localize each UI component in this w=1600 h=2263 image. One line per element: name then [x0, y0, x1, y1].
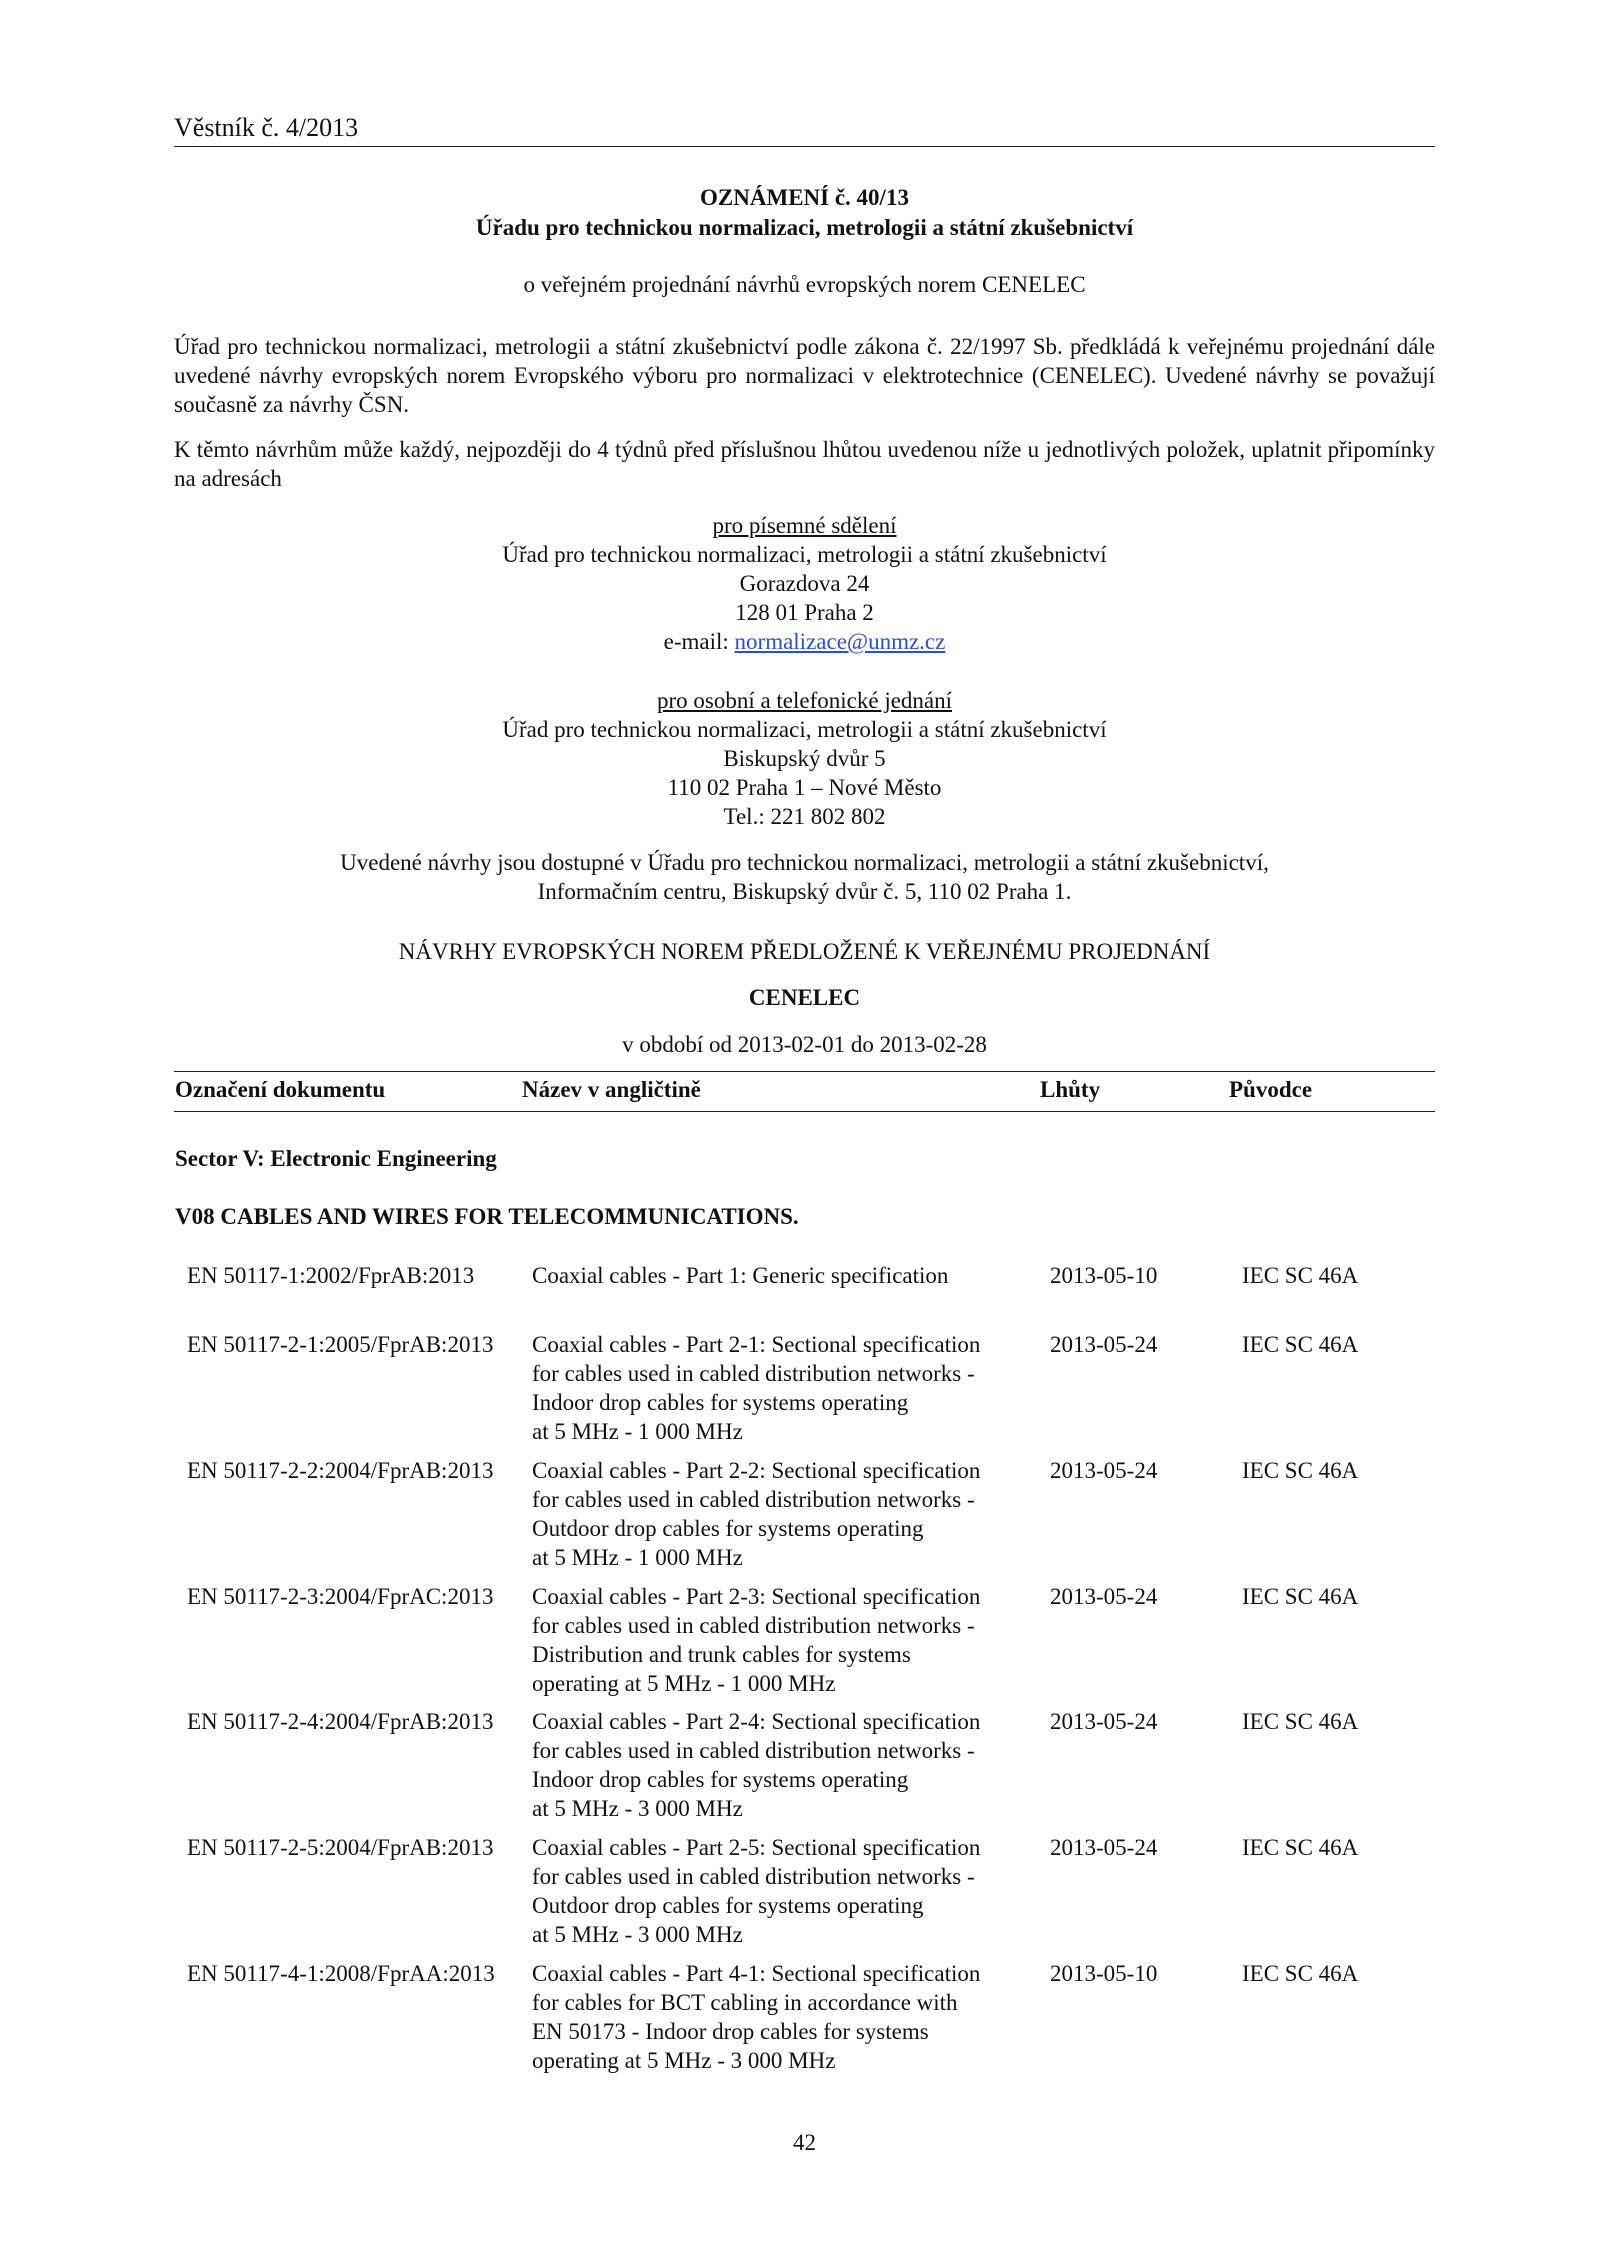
- email-line: [174, 627, 1435, 656]
- document-title: [532, 1456, 1022, 1572]
- document-code: EN 50117-4-1:2008/FprAA:2013: [187, 1961, 495, 1986]
- document-code: EN 50117-2-1:2005/FprAB:2013: [187, 1332, 494, 1357]
- personal-address-block: [174, 686, 1435, 831]
- document-title-line: operating at 5 MHz - 3 000 MHz: [532, 2048, 836, 2073]
- column-header-origin: Původce: [1229, 1077, 1313, 1102]
- document-title: [532, 1330, 1022, 1446]
- origin-committee: IEC SC 46A: [1242, 1961, 1359, 1986]
- document-title-line: operating at 5 MHz - 1 000 MHz: [532, 1671, 836, 1696]
- document-title-line: for cables used in cabled distribution networks -: [532, 1613, 975, 1638]
- availability-note: [174, 848, 1435, 906]
- deadline-date: 2013-05-24: [1050, 1709, 1158, 1734]
- document-title: [532, 1833, 1022, 1949]
- document-title-line: Coaxial cables - Part 2-4: Sectional specification: [532, 1709, 981, 1734]
- document-title-line: Outdoor drop cables for systems operating: [532, 1893, 924, 1918]
- origin-committee: IEC SC 46A: [1242, 1709, 1359, 1734]
- document-title-line: at 5 MHz - 1 000 MHz: [532, 1545, 743, 1570]
- origin-committee: IEC SC 46A: [1242, 1584, 1359, 1609]
- document-title-line: Outdoor drop cables for systems operating: [532, 1516, 924, 1541]
- document-title-line: Coaxial cables - Part 4-1: Sectional specification: [532, 1961, 981, 1986]
- document-title-line: at 5 MHz - 3 000 MHz: [532, 1922, 743, 1947]
- table-header-top-rule: [174, 1071, 1435, 1072]
- origin-committee: IEC SC 46A: [1242, 1263, 1359, 1288]
- document-title-line: Coaxial cables - Part 2-5: Sectional specification: [532, 1835, 981, 1860]
- availability-line-1: Uvedené návrhy jsou dostupné v Úřadu pro technickou normalizaci, metrologii a státní zkušebnictví,: [340, 850, 1269, 875]
- section-heading: NÁVRHY EVROPSKÝCH NOREM PŘEDLOŽENÉ K VEŘEJNÉMU PROJEDNÁNÍ: [398, 939, 1211, 964]
- document-title-line: at 5 MHz - 3 000 MHz: [532, 1796, 743, 1821]
- period-line: v období od 2013-02-01 do 2013-02-28: [622, 1032, 987, 1057]
- deadline-date: 2013-05-24: [1050, 1584, 1158, 1609]
- document-title-line: Distribution and trunk cables for systems: [532, 1642, 911, 1667]
- document-title-line: Coaxial cables - Part 2-2: Sectional specification: [532, 1458, 981, 1483]
- document-code: EN 50117-2-5:2004/FprAB:2013: [187, 1835, 494, 1860]
- deadline-date: 2013-05-24: [1050, 1458, 1158, 1483]
- intro-paragraph: Úřad pro technickou normalizaci, metrologii a státní zkušebnictví podle zákona č. 22/1997 Sb. předkládá k veřejnému projednání dále uvedené návrhy evropských norem Evropského výboru pro normalizaci v elektrotechnice (CENELEC). Uvedené návrhy se považují současně za návrhy ČSN.: [174, 334, 1435, 417]
- personal-address-heading: pro osobní a telefonické jednání: [656, 688, 953, 713]
- column-header-document: Označení dokumentu: [175, 1077, 386, 1102]
- personal-address-street: Biskupský dvůr 5: [723, 746, 886, 771]
- notice-title: OZNÁMENÍ č. 40/13: [700, 185, 909, 210]
- page-number: 42: [793, 2130, 816, 2155]
- document-code: EN 50117-2-4:2004/FprAB:2013: [187, 1709, 494, 1734]
- document-title-line: Indoor drop cables for systems operating: [532, 1767, 909, 1792]
- origin-committee: IEC SC 46A: [1242, 1332, 1359, 1357]
- organization-heading: CENELEC: [748, 985, 861, 1010]
- document-title-line: for cables for BCT cabling in accordance with: [532, 1990, 958, 2015]
- header-rule: [174, 146, 1435, 147]
- document-title-line: Coaxial cables - Part 1: Generic specification: [532, 1263, 949, 1288]
- written-address-block: [174, 511, 1435, 656]
- email-link[interactable]: normalizace@unmz.cz: [734, 629, 946, 654]
- document-title-line: Coaxial cables - Part 2-1: Sectional specification: [532, 1332, 981, 1357]
- comments-paragraph: K těmto návrhům může každý, nejpozději do 4 týdnů před příslušnou lhůtou uvedenou níže u jednotlivých položek, uplatnit připomínky na adresách: [174, 437, 1435, 491]
- notice-issuer: Úřadu pro technickou normalizaci, metrologii a státní zkušebnictví: [475, 215, 1134, 240]
- document-title: [532, 1959, 1022, 2075]
- table-header-bottom-rule: [174, 1111, 1435, 1112]
- document-title-line: for cables used in cabled distribution networks -: [532, 1361, 975, 1386]
- availability-line-2: Informačním centru, Biskupský dvůr č. 5, 110 02 Praha 1.: [537, 879, 1072, 904]
- deadline-date: 2013-05-10: [1050, 1263, 1158, 1288]
- written-address-street: Gorazdova 24: [739, 571, 870, 596]
- written-address-city: 128 01 Praha 2: [735, 600, 874, 625]
- document-title-line: for cables used in cabled distribution networks -: [532, 1487, 975, 1512]
- personal-address-city: 110 02 Praha 1 – Nové Město: [667, 775, 942, 800]
- deadline-date: 2013-05-10: [1050, 1961, 1158, 1986]
- written-address-org: Úřad pro technickou normalizaci, metrologii a státní zkušebnictví: [502, 542, 1107, 567]
- document-title-line: Coaxial cables - Part 2-3: Sectional specification: [532, 1584, 981, 1609]
- document-code: EN 50117-2-2:2004/FprAB:2013: [187, 1458, 494, 1483]
- document-title: [532, 1582, 1022, 1698]
- document-page: [174, 0, 1435, 2263]
- deadline-date: 2013-05-24: [1050, 1332, 1158, 1357]
- personal-address-org: Úřad pro technickou normalizaci, metrologii a státní zkušebnictví: [502, 717, 1107, 742]
- document-title: [532, 1707, 1022, 1823]
- deadline-date: 2013-05-24: [1050, 1835, 1158, 1860]
- column-header-title: Název v angličtině: [522, 1077, 701, 1102]
- written-address-heading: pro písemné sdělení: [712, 513, 897, 538]
- document-code: EN 50117-1:2002/FprAB:2013: [187, 1263, 475, 1288]
- journal-header: Věstník č. 4/2013: [174, 113, 359, 142]
- email-label: e-mail:: [663, 629, 735, 654]
- sector-heading: Sector V: Electronic Engineering: [175, 1146, 497, 1171]
- document-title-line: Indoor drop cables for systems operating: [532, 1390, 909, 1415]
- document-code: EN 50117-2-3:2004/FprAC:2013: [187, 1584, 494, 1609]
- document-title: [532, 1261, 1022, 1290]
- document-title-line: at 5 MHz - 1 000 MHz: [532, 1419, 743, 1444]
- document-title-line: for cables used in cabled distribution networks -: [532, 1864, 975, 1889]
- group-heading: V08 CABLES AND WIRES FOR TELECOMMUNICATIONS.: [175, 1204, 799, 1229]
- column-header-deadline: Lhůty: [1040, 1077, 1101, 1102]
- notice-subtitle: o veřejném projednání návrhů evropských norem CENELEC: [523, 272, 1086, 297]
- origin-committee: IEC SC 46A: [1242, 1458, 1359, 1483]
- personal-address-phone: Tel.: 221 802 802: [723, 804, 886, 829]
- origin-committee: IEC SC 46A: [1242, 1835, 1359, 1860]
- document-title-line: EN 50173 - Indoor drop cables for systems: [532, 2019, 929, 2044]
- document-title-line: for cables used in cabled distribution networks -: [532, 1738, 975, 1763]
